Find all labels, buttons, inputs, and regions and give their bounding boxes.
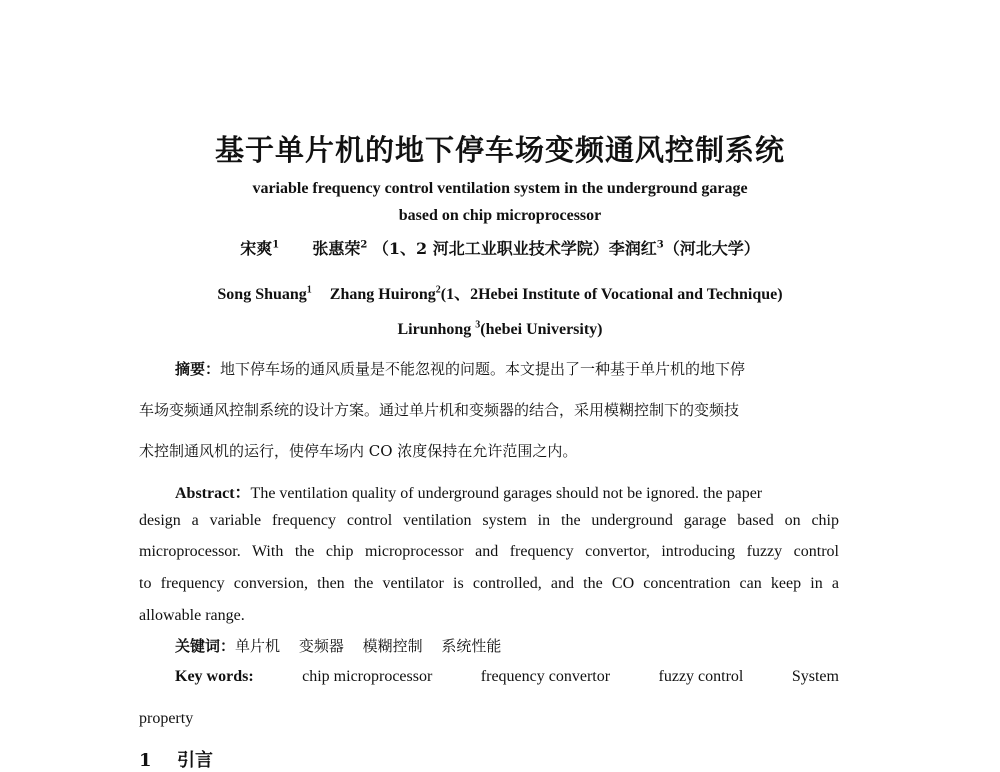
keyword-en-3: fuzzy control [658,668,744,685]
abstract-cn-line2: 车场变频通风控制系统的设计方案。通过单片机和变频器的结合，采用模糊控制下的变频技 [139,401,740,419]
section-heading-1 [139,746,213,772]
authors-en-line2 [0,321,1000,339]
keyword-cn-4: 系统性能 [441,637,502,655]
keyword-cn-1: 单片机 [235,637,281,655]
author-cn-1-sup: 1 [272,239,280,251]
abstract-en-line2: design a variable frequency control ventilation system in the underground garage based on chip [139,512,839,529]
keyword-en-1: chip microprocessor [302,668,433,685]
paper-title-en-line1: variable frequency control ventilation system in the underground garage [252,180,748,197]
paper-title-en-line2: based on chip microprocessor [398,207,602,224]
affiliation-cn-2: （河北大学） [663,239,760,258]
affiliation-en-1: (1、2Hebei Institute of Vocational and Technique) [440,286,783,303]
author-cn-3: 李润红 [608,239,657,258]
author-cn-2: 张惠荣 [312,239,361,258]
section-title: 引言 [177,750,213,771]
abstract-en-line4: to frequency conversion, then the ventilator is controlled, and the CO concentration can keep in a [139,575,839,592]
abstract-en-line1: Abstract：The ventilation quality of underground garages should not be ignored. the paper [175,485,763,502]
abstract-en-line5: allowable range. [139,607,245,624]
author-en-1: Song Shuang [217,286,307,303]
keywords-cn-label: 关键词： [175,637,236,655]
author-en-2-sup: 2 [435,284,441,296]
abstract-cn-label: 摘要： [175,360,221,378]
keyword-en-4: System [791,668,839,685]
author-en-2: Zhang Huirong [329,286,436,303]
abstract-en-label: Abstract： [175,485,251,502]
abstract-cn-line1: 摘要：地下停车场的通风质量是不能忽视的问题。本文提出了一种基于单片机的地下停 [175,360,746,378]
paper-title-cn: 基于单片机的地下停车场变频通风控制系统 [214,133,785,167]
affiliation-cn-1: （1、2 河北工业职业技术学院） [372,239,609,258]
keyword-cn-3: 模糊控制 [362,637,423,655]
author-en-3-sup: 3 [475,319,481,331]
keyword-cn-2: 变频器 [298,637,344,655]
authors-cn [0,236,1000,259]
keywords-cn [175,635,501,656]
affiliation-en-2: (hebei University) [480,321,603,338]
section-number: 1 [139,750,152,771]
abstract-en-line3: microprocessor. With the chip microprocessor and frequency convertor, introducing fuzzy control [139,543,839,560]
keyword-en-2: frequency convertor [480,668,611,685]
author-en-3: Lirunhong [397,321,476,338]
author-en-1-sup: 1 [306,284,312,296]
keywords-en [175,668,839,686]
keywords-en-continued: property [139,710,194,727]
keywords-en-label: Key words: [175,668,254,685]
author-cn-3-sup: 3 [656,239,664,251]
author-cn-1: 宋爽 [240,239,273,258]
author-cn-2-sup: 2 [360,239,368,251]
authors-en [0,281,1000,304]
abstract-cn-line3: 术控制通风机的运行，使停车场内 CO 浓度保持在允许范围之内。 [139,442,578,460]
